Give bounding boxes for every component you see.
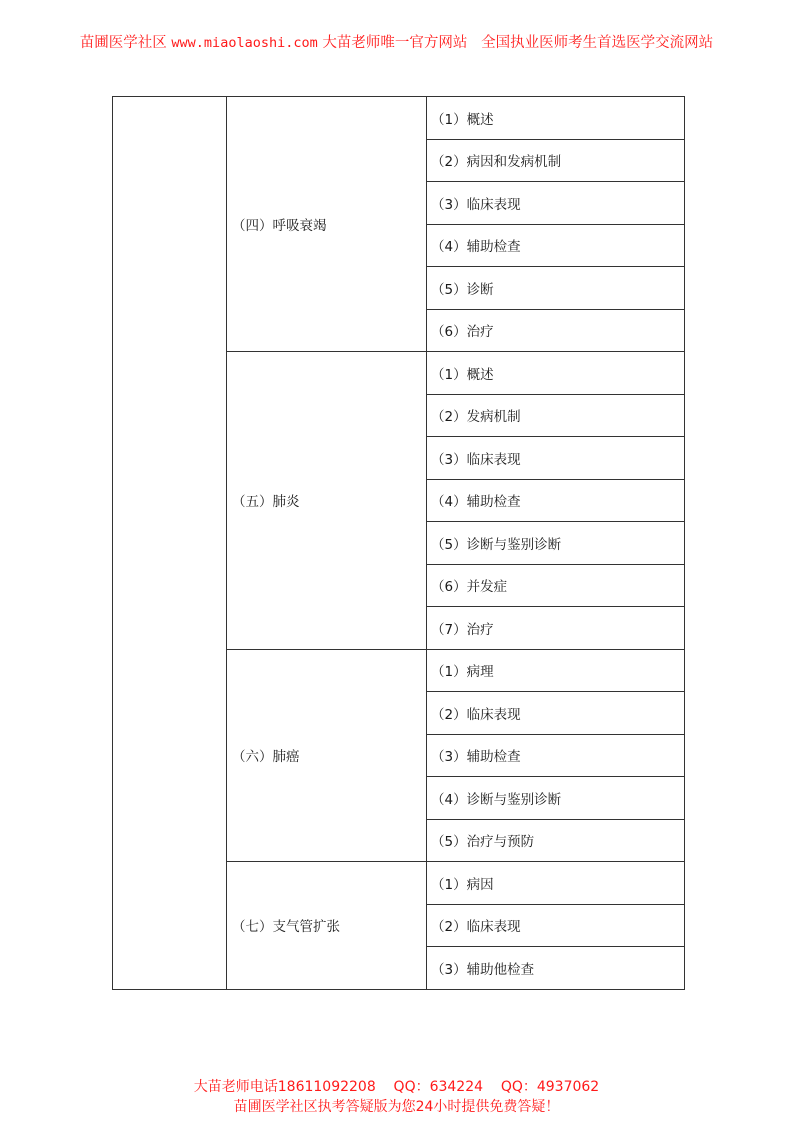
subitem-cell: （5）治疗与预防	[427, 819, 685, 862]
syllabus-outline-table	[112, 96, 685, 990]
header-banner	[0, 31, 793, 52]
subitem-cell: （1）病理	[427, 649, 685, 692]
site-url-link[interactable]: www.miaolaoshi.com	[171, 35, 318, 51]
subitem-cell: （2）临床表现	[427, 904, 685, 947]
subitem-cell: （6）治疗	[427, 309, 685, 352]
tagline-official: 大苗老师唯一官方网站	[322, 35, 468, 51]
subitem-cell: （2）病因和发病机制	[427, 139, 685, 182]
topic-cell: （四）呼吸衰竭	[227, 97, 427, 352]
subitem-cell: （3）临床表现	[427, 182, 685, 225]
subitem-cell: （1）概述	[427, 352, 685, 395]
subitem-cell: （5）诊断	[427, 267, 685, 310]
subitem-cell: （7）治疗	[427, 607, 685, 650]
subitem-cell: （2）发病机制	[427, 394, 685, 437]
subitem-cell: （3）临床表现	[427, 437, 685, 480]
subitem-cell: （3）辅助他检查	[427, 947, 685, 990]
subitem-cell: （1）病因	[427, 862, 685, 905]
chapter-cell	[113, 97, 227, 990]
tagline-community: 全国执业医师考生首选医学交流网站	[481, 35, 714, 51]
topic-cell: （七）支气管扩张	[227, 862, 427, 990]
topic-cell: （六）肺癌	[227, 649, 427, 862]
topic-cell: （五）肺炎	[227, 352, 427, 650]
subitem-cell: （6）并发症	[427, 564, 685, 607]
table-row	[113, 97, 685, 140]
subitem-cell: （5）诊断与鉴别诊断	[427, 522, 685, 565]
subitem-cell: （3）辅助检查	[427, 734, 685, 777]
footer-phone-qq-line: 大苗老师电话18611092208 QQ：634224 QQ：4937062	[193, 1079, 600, 1095]
footer-service-line: 苗圃医学社区执考答疑版为您24小时提供免费答疑！	[233, 1099, 560, 1115]
site-name: 苗圃医学社区	[79, 35, 167, 51]
subitem-cell: （2）临床表现	[427, 692, 685, 735]
footer-contact	[0, 1077, 793, 1117]
subitem-cell: （1）概述	[427, 97, 685, 140]
subitem-cell: （4）辅助检查	[427, 479, 685, 522]
subitem-cell: （4）辅助检查	[427, 224, 685, 267]
subitem-cell: （4）诊断与鉴别诊断	[427, 777, 685, 820]
